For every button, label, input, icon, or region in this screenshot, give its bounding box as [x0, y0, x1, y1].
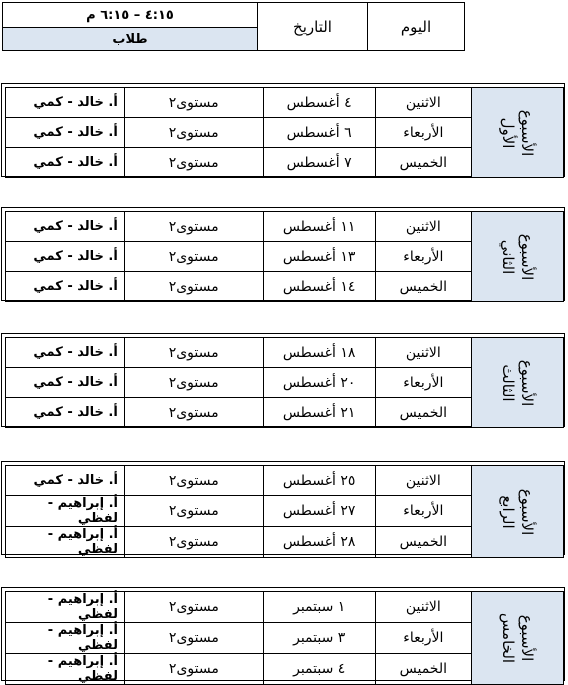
level-cell: مستوى٢ [124, 212, 263, 242]
week-label-cell [471, 466, 563, 558]
teacher-cell: أ. خالد - كمي [6, 368, 125, 398]
week-table [5, 465, 564, 558]
level-cell: مستوى٢ [124, 148, 263, 178]
day-cell: الاثنين [375, 466, 471, 496]
date-cell: ٣ سبتمبر [263, 623, 375, 654]
date-cell: ٢٧ أغسطس [263, 496, 375, 527]
week-label-line2: الرابع [499, 494, 518, 529]
date-cell: ٧ أغسطس [263, 148, 375, 178]
day-cell: الخميس [375, 148, 471, 178]
date-cell: ١٨ أغسطس [263, 338, 375, 368]
week-table [5, 591, 564, 685]
day-cell: الخميس [375, 398, 471, 428]
level-cell: مستوى٢ [124, 398, 263, 428]
week-label-line2: الثالث [499, 363, 518, 402]
teacher-cell: أ. خالد - كمي [6, 466, 125, 496]
week-block [1, 207, 565, 301]
date-cell: ٢٨ أغسطس [263, 527, 375, 558]
week-table [5, 211, 564, 302]
week-label [498, 109, 536, 156]
level-cell: مستوى٢ [125, 623, 264, 654]
date-cell: ٢٥ أغسطس [263, 466, 375, 496]
day-cell: الخميس [375, 654, 471, 685]
day-cell: الأربعاء [375, 623, 471, 654]
date-cell: ١٤ أغسطس [263, 272, 375, 302]
week-block [1, 461, 565, 555]
level-cell: مستوى٢ [125, 592, 264, 623]
week-block [1, 587, 565, 684]
week-label-line1: الأسبوع [518, 359, 537, 406]
week-label-line1: الأسبوع [518, 488, 537, 535]
week-label-cell [471, 338, 563, 428]
table-row [6, 592, 564, 623]
level-cell: مستوى٢ [124, 368, 263, 398]
week-label-line2: الثاني [499, 239, 518, 274]
level-cell: مستوى٢ [124, 527, 263, 558]
teacher-cell: أ. إبراهيم - لفظي [6, 623, 125, 654]
week-label-line2: الأول [499, 117, 518, 148]
day-cell: الاثنين [375, 88, 471, 118]
day-column-header: اليوم [368, 3, 465, 51]
week-label [498, 359, 536, 406]
week-label-cell [471, 212, 563, 302]
teacher-cell: أ. إبراهيم - لفظي [6, 496, 125, 527]
date-cell: ١١ أغسطس [263, 212, 375, 242]
table-row [6, 88, 564, 118]
week-label [498, 488, 536, 535]
day-cell: الاثنين [375, 338, 471, 368]
date-cell: ١ سبتمبر [263, 592, 375, 623]
level-cell: مستوى٢ [124, 338, 263, 368]
date-cell: ٤ سبتمبر [263, 654, 375, 685]
level-cell: مستوى٢ [124, 88, 263, 118]
day-cell: الخميس [375, 527, 471, 558]
day-cell: الأربعاء [375, 496, 471, 527]
teacher-cell: أ. خالد - كمي [6, 242, 125, 272]
teacher-cell: أ. خالد - كمي [6, 338, 125, 368]
level-cell: مستوى٢ [124, 466, 263, 496]
level-cell: مستوى٢ [124, 272, 263, 302]
week-label-line2: الخامس [499, 612, 518, 664]
week-table [5, 87, 564, 178]
week-label-line1: الأسبوع [518, 614, 537, 662]
week-block [1, 83, 565, 177]
date-cell: ٦ أغسطس [263, 118, 375, 148]
teacher-cell: أ. إبراهيم - لفظي [6, 527, 125, 558]
week-label-cell [471, 88, 563, 178]
level-cell: مستوى٢ [124, 496, 263, 527]
level-cell: مستوى٢ [125, 654, 264, 685]
table-row [6, 212, 564, 242]
day-cell: الاثنين [375, 592, 471, 623]
date-cell: ٢٠ أغسطس [263, 368, 375, 398]
date-cell: ٤ أغسطس [263, 88, 375, 118]
date-cell: ١٣ أغسطس [263, 242, 375, 272]
week-table [5, 337, 564, 428]
week-label [498, 613, 536, 663]
week-label-line1: الأسبوع [518, 109, 537, 156]
teacher-cell: أ. خالد - كمي [6, 272, 125, 302]
date-cell: ٢١ أغسطس [263, 398, 375, 428]
teacher-cell: أ. خالد - كمي [6, 148, 125, 178]
week-label [498, 233, 536, 280]
level-cell: مستوى٢ [124, 118, 263, 148]
table-row [6, 338, 564, 368]
teacher-cell: أ. خالد - كمي [6, 118, 125, 148]
day-cell: الأربعاء [375, 242, 471, 272]
day-cell: الخميس [375, 272, 471, 302]
date-column-header: التاريخ [258, 3, 368, 51]
day-cell: الأربعاء [375, 368, 471, 398]
week-label-line1: الأسبوع [518, 233, 537, 280]
teacher-cell: أ. خالد - كمي [6, 88, 125, 118]
table-row [6, 466, 564, 496]
schedule-header [2, 2, 465, 51]
level-cell: مستوى٢ [124, 242, 263, 272]
teacher-cell: أ. إبراهيم - لفظي [6, 654, 125, 685]
week-block [1, 333, 565, 427]
teacher-cell: أ. إبراهيم - لفظي [6, 592, 125, 623]
teacher-cell: أ. خالد - كمي [6, 398, 125, 428]
week-label-cell [471, 592, 563, 685]
session-time: ٤:١٥ – ٦:١٥ م [3, 3, 258, 28]
audience-label: طلاب [3, 28, 258, 51]
teacher-cell: أ. خالد - كمي [6, 212, 125, 242]
day-cell: الأربعاء [375, 118, 471, 148]
day-cell: الاثنين [375, 212, 471, 242]
